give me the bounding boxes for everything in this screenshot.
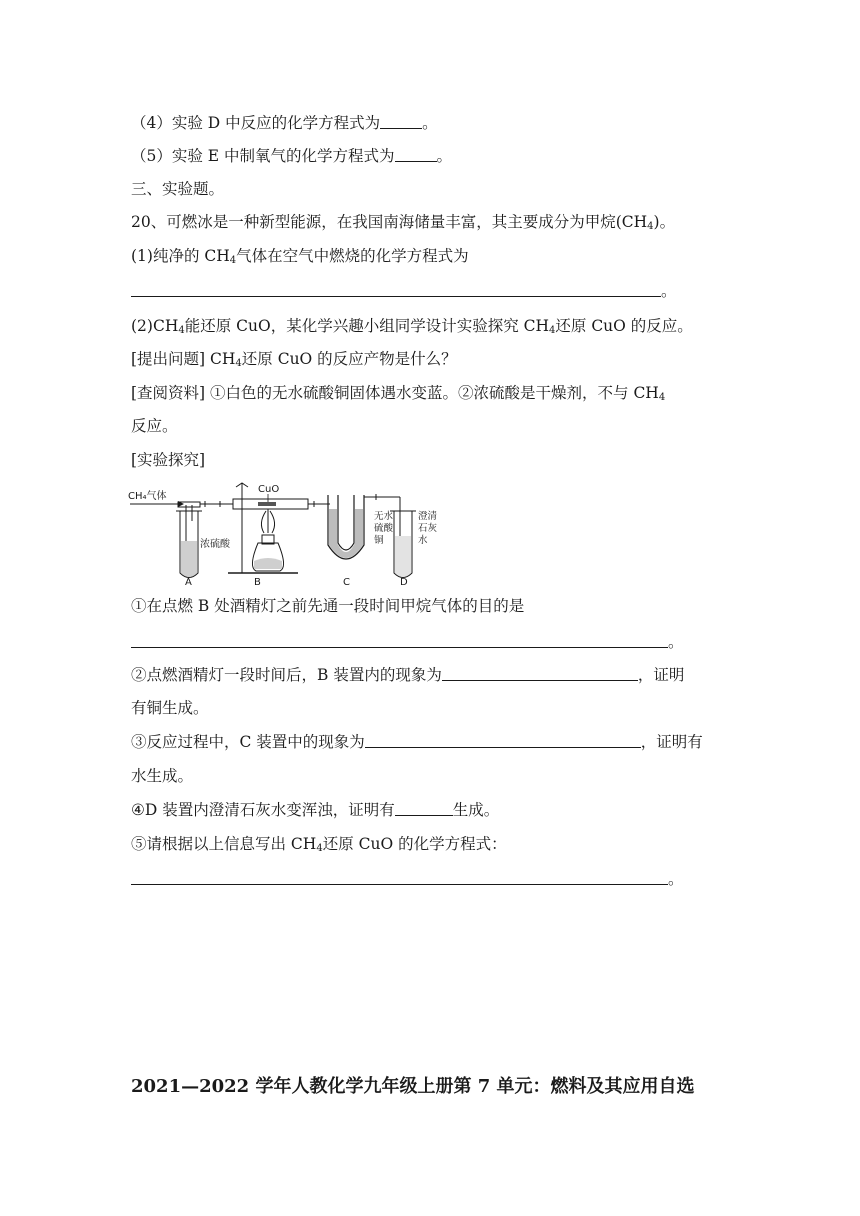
step-1: ①在点燃 B 处酒精灯之前先通一段时间甲烷气体的目的是: [131, 597, 525, 615]
limewater-label-3: 水: [418, 535, 428, 546]
step-2: ②点燃酒精灯一段时间后，B 装置内的现象为 ，证明: [131, 666, 685, 684]
apparatus-a: [176, 502, 231, 578]
answer-blank[interactable]: [131, 632, 668, 648]
section-heading: 三、实验题。: [131, 180, 225, 198]
next-section-title: 2021—2022 学年人教化学九年级上册第 7 单元：燃料及其应用自选: [131, 1076, 695, 1097]
reference-info-cont: 反应。: [131, 417, 178, 435]
answer-blank[interactable]: [395, 800, 453, 816]
limewater-label-2: 石灰: [418, 523, 438, 534]
label-b: B: [254, 577, 261, 588]
answer-blank[interactable]: [380, 113, 422, 129]
step-5: ⑤请根据以上信息写出 $CH_4$还原 CuO 的化学方程式：: [131, 835, 507, 854]
acid-label: 浓硫酸: [200, 539, 230, 550]
limewater-label-1: 澄清: [418, 511, 438, 522]
label-d: D: [400, 577, 408, 588]
raise-question: [提出问题] $CH_4$还原 CuO 的反应产物是什么？: [131, 350, 457, 369]
question-5: （5）实验 E 中制氧气的化学方程式为 。: [131, 147, 453, 165]
cuso4-label-3: 铜: [374, 535, 384, 546]
label-c: C: [343, 577, 350, 588]
apparatus-d: [390, 497, 438, 578]
part-1-answer: 。: [131, 280, 677, 302]
answer-blank[interactable]: [442, 665, 638, 681]
answer-blank[interactable]: [131, 869, 668, 885]
step-4: ④D 装置内澄清石灰水变浑浊，证明有 生成。: [131, 801, 500, 819]
apparatus-b: [228, 483, 308, 573]
step-2-cont: 有铜生成。: [131, 699, 209, 717]
part-2-text: $(2)CH_4$能还原 CuO，某化学兴趣小组同学设计实验探究 $CH_4$还原 CuO 的反应。: [131, 317, 693, 336]
answer-blank[interactable]: [365, 732, 641, 748]
experiment-heading: [实验探究]: [131, 451, 206, 469]
apparatus-c: [328, 495, 394, 559]
step-3-cont: 水生成。: [131, 767, 194, 785]
apparatus-figure: [128, 481, 448, 589]
label-a: A: [185, 577, 192, 588]
reference-info: [查阅资料] ①白色的无水硫酸铜固体遇水变蓝。②浓硫酸是干燥剂，不与 $CH_4$: [131, 384, 666, 403]
cuo-label: CuO: [258, 484, 280, 495]
answer-blank[interactable]: [395, 146, 437, 162]
cuso4-label-1: 无水: [374, 511, 394, 522]
step-1-answer: 。: [131, 631, 684, 653]
gas-label: CH₄气体: [128, 491, 167, 502]
cuso4-label-2: 硫酸: [374, 523, 394, 534]
step-5-answer: 。: [131, 868, 684, 890]
question-20-intro: 20、可燃冰是一种新型能源，在我国南海储量丰富，其主要成分为甲烷$(CH_4)$。: [131, 213, 676, 232]
step-3: ③反应过程中，C 装置中的现象为 ，证明有: [131, 733, 703, 751]
part-1-text: (1)纯净的 $CH_4$气体在空气中燃烧的化学方程式为: [131, 247, 469, 266]
answer-blank[interactable]: [131, 281, 661, 297]
question-4: （4）实验 D 中反应的化学方程式为 。: [131, 114, 438, 132]
